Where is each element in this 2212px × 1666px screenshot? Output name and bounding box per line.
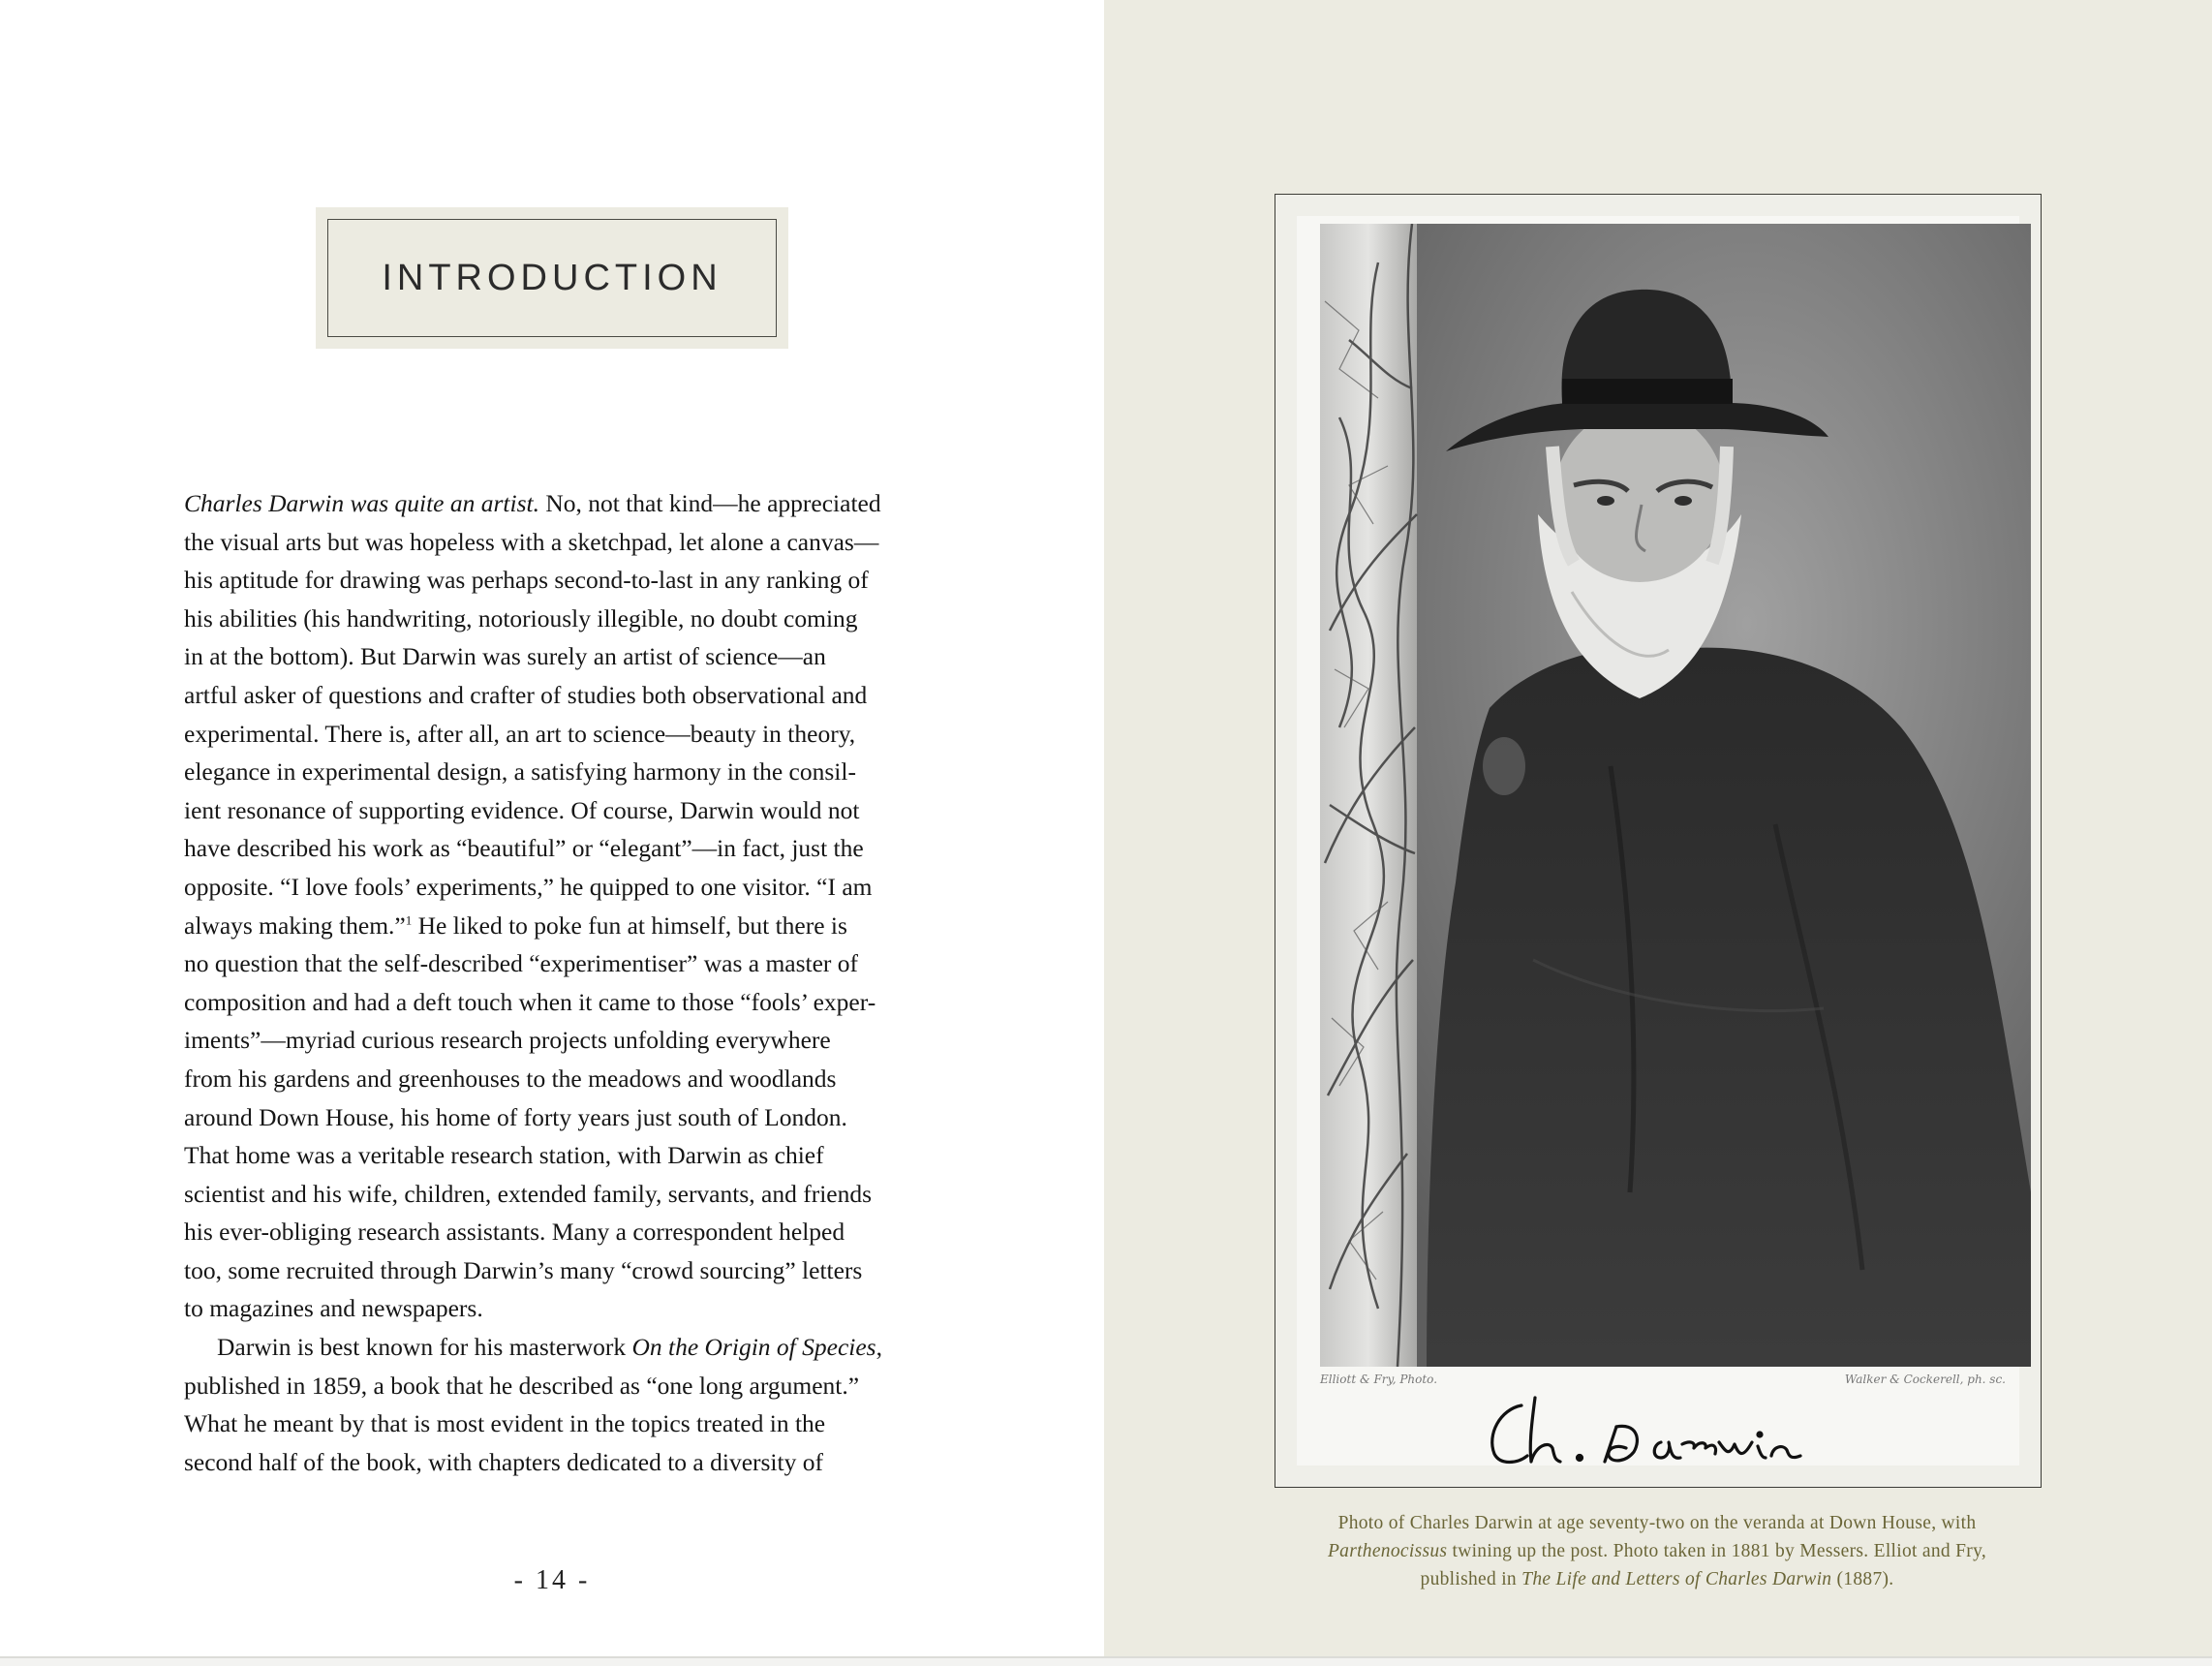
text-line: ient resonance of supporting evidence. Of course, Darwin would not: [184, 795, 860, 824]
chapter-heading: INTRODUCTION: [382, 257, 722, 298]
text-line: to magazines and newspapers.: [184, 1294, 483, 1323]
portrait-illustration: [1320, 224, 2031, 1367]
body-text: [184, 484, 920, 1481]
caption-line-3: published in The Life and Letters of Charles Darwin (1887).: [1420, 1569, 1894, 1589]
signature-image: [1471, 1388, 1878, 1475]
photo-mat: [1297, 216, 2019, 1465]
text-line: Darwin is best known for his masterwork On the Origin of Species,: [217, 1333, 882, 1362]
photographer-credit: Elliott & Fry, Photo.: [1320, 1373, 1438, 1386]
photo-frame: [1275, 194, 2042, 1488]
darwin-signature: [1471, 1388, 1878, 1475]
text-line: his ever-obliging research assistants. Many a correspondent helped: [184, 1218, 845, 1247]
text-line: iments”—myriad curious research projects unfolding everywhere: [184, 1026, 831, 1055]
text-line: opposite. “I love fools’ experiments,” he quipped to one visitor. “I am: [184, 872, 873, 901]
text-line: too, some recruited through Darwin’s many “crowd sourcing” letters: [184, 1255, 863, 1284]
text-line: Charles Darwin was quite an artist. No, not that kind—he appreciated: [184, 489, 881, 517]
text-line: the visual arts but was hopeless with a sketchpad, let alone a canvas—: [184, 527, 879, 556]
text-line: no question that the self-described “experimentiser” was a master of: [184, 949, 859, 978]
text-line: have described his work as “beautiful” or “elegant”—in fact, just the: [184, 834, 864, 863]
text-line: elegance in experimental design, a satisfying harmony in the consil-: [184, 757, 856, 787]
text-line: What he meant by that is most evident in the topics treated in the: [184, 1409, 826, 1438]
photo-caption: [1275, 1509, 2040, 1593]
darwin-portrait-photo: [1320, 224, 2031, 1367]
text-line: always making them.”$^1$ He liked to poke fun at himself, but there is: [184, 910, 847, 940]
bottom-edge: [0, 1656, 2212, 1666]
chapter-heading-frame: [327, 219, 777, 337]
caption-line-2: Parthenocissus twining up the post. Photo taken in 1881 by Messers. Elliot and Fry,: [1327, 1541, 1987, 1561]
footnote-ref[interactable]: 1: [405, 912, 413, 928]
text-line: from his gardens and greenhouses to the meadows and woodlands: [184, 1064, 837, 1093]
text-line: composition and had a deft touch when it came to those “fools’ exper-: [184, 987, 876, 1016]
text-line: around Down House, his home of forty years just south of London.: [184, 1102, 847, 1131]
text-line: his aptitude for drawing was perhaps second-to-last in any ranking of: [184, 566, 869, 595]
text-line: second half of the book, with chapters dedicated to a diversity of: [184, 1447, 823, 1476]
caption-line-1: Photo of Charles Darwin at age seventy-two on the veranda at Down House, with: [1337, 1513, 1977, 1533]
text-line: artful asker of questions and crafter of studies both observational and: [184, 680, 868, 709]
text-line: That home was a veritable research station, with Darwin as chief: [184, 1141, 824, 1170]
engraver-credit: Walker & Cockerell, ph. sc.: [1844, 1373, 2006, 1386]
text-line: experimental. There is, after all, an art to science—beauty in theory,: [184, 719, 856, 748]
text-line: published in 1859, a book that he described as “one long argument.”: [184, 1371, 860, 1400]
text-line: in at the bottom). But Darwin was surely an artist of science—an: [184, 642, 826, 671]
page-number: - 14 -: [513, 1565, 591, 1595]
chapter-heading-box: [316, 207, 788, 349]
text-line: his abilities (his handwriting, notoriously illegible, no doubt coming: [184, 603, 858, 632]
left-page: [0, 0, 1104, 1656]
text-line: scientist and his wife, children, extended family, servants, and friends: [184, 1179, 873, 1208]
